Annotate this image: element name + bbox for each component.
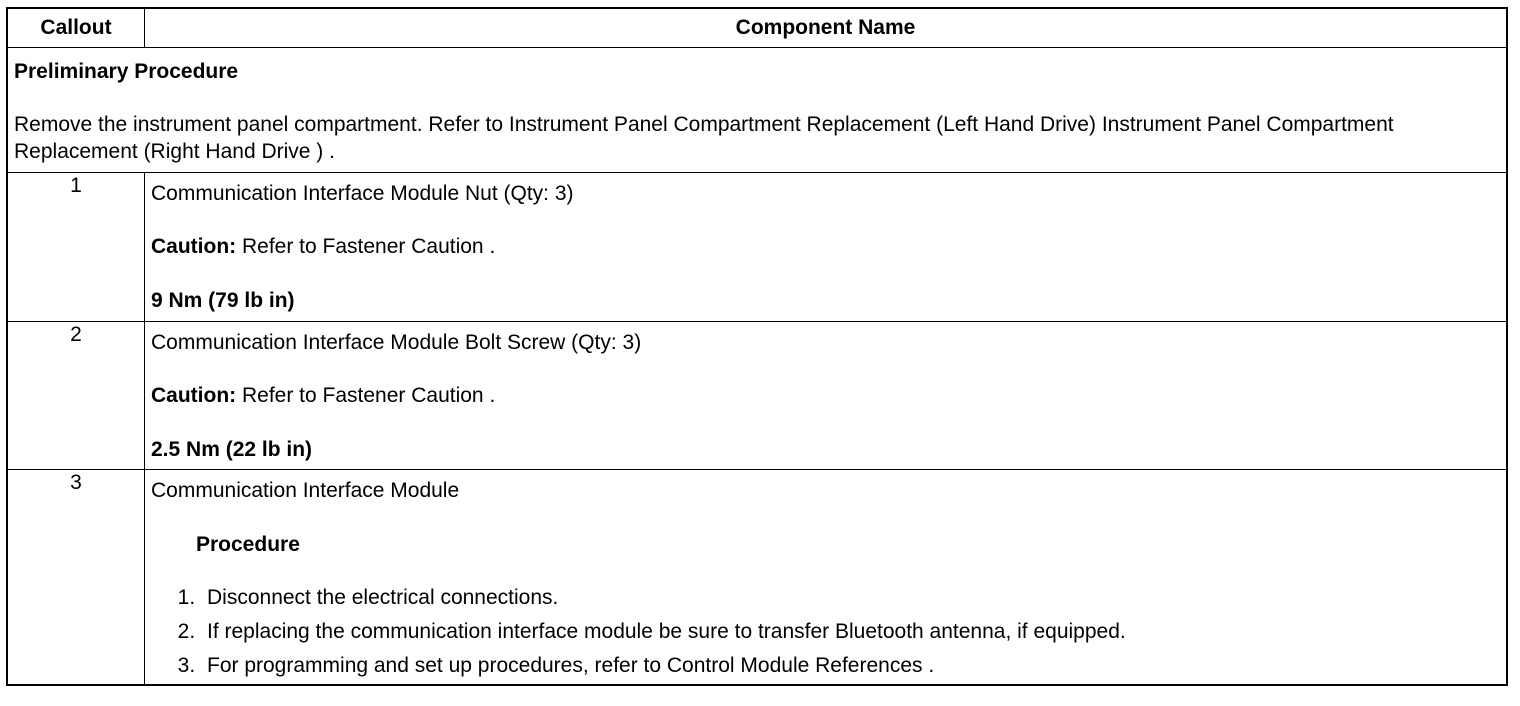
callout-number: 3 [7, 470, 145, 685]
procedure-step: 3. For programming and set up procedures, refer to Control Module References . [201, 653, 1500, 679]
procedure-table [6, 7, 1508, 686]
caution-text: Refer to Fastener Caution . [236, 383, 496, 407]
component-name: Communication Interface Module Nut (Qty: 3) [151, 181, 574, 205]
caution-label: Caution: [151, 383, 237, 407]
caution-label: Caution: [151, 235, 237, 258]
procedure-steps [151, 585, 1500, 680]
header-row [7, 8, 1507, 48]
preliminary-text: Remove the instrument panel compartment. Refer to Instrument Panel Compartment Replacement (Left Hand Drive) Instrument Panel Compartment Replacement (Right Hand Drive ) . [14, 113, 1394, 163]
preliminary-row [7, 48, 1507, 173]
table-row [7, 470, 1507, 685]
preliminary-cell [7, 48, 1507, 173]
table-row [7, 172, 1507, 321]
component-cell [145, 321, 1508, 470]
callout-header: Callout [7, 8, 145, 48]
component-cell [145, 470, 1508, 685]
torque-spec: 9 Nm (79 lb in) [151, 289, 295, 313]
callout-number: 1 [7, 172, 145, 321]
table-row [7, 321, 1507, 470]
caution-note [151, 383, 1500, 409]
component-name-header: Component Name [145, 8, 1508, 48]
caution-note [151, 234, 1500, 260]
component-name: Communication Interface Module Bolt Screw (Qty: 3) [151, 330, 642, 354]
torque-spec: 2.5 Nm (22 lb in) [151, 438, 313, 461]
procedure-step: 1. Disconnect the electrical connections. [201, 585, 1500, 611]
procedure-title: Procedure [196, 532, 300, 556]
callout-number: 2 [7, 321, 145, 470]
preliminary-title: Preliminary Procedure [14, 60, 239, 83]
component-name: Communication Interface Module [151, 479, 460, 503]
caution-text: Refer to Fastener Caution . [236, 235, 496, 258]
component-cell [145, 172, 1508, 321]
procedure-step: 2. If replacing the communication interface module be sure to transfer Bluetooth antenna, if equipped. [201, 619, 1500, 645]
